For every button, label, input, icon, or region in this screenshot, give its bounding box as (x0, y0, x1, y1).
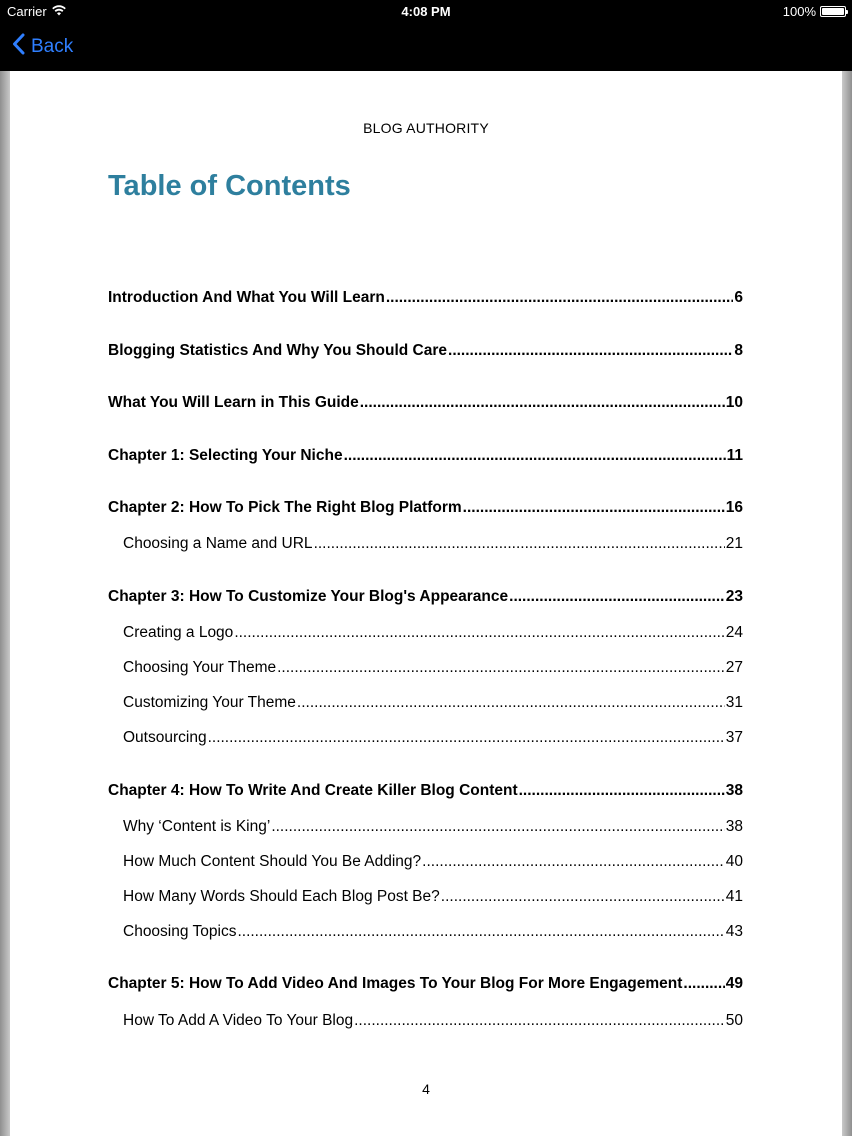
battery-icon (820, 6, 846, 17)
toc-entry-page: 24 (725, 624, 743, 641)
toc-section-entry[interactable] (108, 888, 743, 910)
toc-dot-leader (234, 624, 724, 642)
back-label: Back (31, 36, 74, 57)
toc-section-entry[interactable] (108, 923, 743, 945)
toc-entry-label: Choosing Topics (123, 923, 237, 940)
carrier-label: Carrier (7, 4, 47, 19)
toc-entry-page: 6 (734, 289, 743, 306)
toc-entry-label: How Much Content Should You Be Adding? (123, 853, 422, 870)
toc-dot-leader (448, 342, 733, 360)
toc-section-entry[interactable] (108, 624, 743, 646)
page-title: Table of Contents (108, 170, 351, 202)
toc-chapter-entry[interactable] (108, 499, 743, 521)
toc-section-entry[interactable] (108, 729, 743, 751)
toc-entry-label: Choosing Your Theme (123, 659, 277, 676)
page-number: 4 (422, 1081, 430, 1097)
toc-section-entry[interactable] (108, 694, 743, 716)
toc-dot-leader (297, 694, 725, 712)
toc-chapter-entry[interactable] (108, 588, 743, 610)
toc-entry-label: Chapter 3: How To Customize Your Blog's Appearance (108, 588, 509, 605)
back-button[interactable] (12, 33, 73, 61)
toc-entry-label: Chapter 1: Selecting Your Niche (108, 447, 343, 464)
toc-entry-label: Chapter 4: How To Write And Create Killer Blog Content (108, 782, 518, 799)
toc-section-entry[interactable] (108, 853, 743, 875)
toc-entry-label: Introduction And What You Will Learn (108, 289, 385, 306)
toc-entry-label: What You Will Learn in This Guide (108, 394, 359, 411)
toc-section-entry[interactable] (108, 1012, 743, 1034)
toc-entry-page: 23 (725, 588, 743, 605)
toc-entry-page: 11 (726, 447, 743, 464)
toc-dot-leader (237, 923, 724, 941)
toc-section-entry[interactable] (108, 659, 743, 681)
toc-chapter-entry[interactable] (108, 782, 743, 804)
toc-entry-label: How Many Words Should Each Blog Post Be? (123, 888, 440, 905)
toc-dot-leader (422, 853, 725, 871)
toc-dot-leader (509, 588, 725, 606)
toc-entry-label: Customizing Your Theme (123, 694, 296, 711)
toc-entry-page: 31 (725, 694, 743, 711)
toc-entry-page: 10 (725, 394, 743, 411)
page-edge-right (842, 71, 852, 1136)
page-edge-left (0, 71, 10, 1136)
toc-dot-leader (354, 1012, 725, 1030)
toc-dot-leader (314, 535, 725, 553)
toc-entry-label: Chapter 5: How To Add Video And Images To Your Blog For More Engagement (108, 975, 683, 992)
toc-entry-label: Outsourcing (123, 729, 207, 746)
toc-dot-leader (208, 729, 725, 747)
toc-entry-page: 41 (725, 888, 743, 905)
running-header: BLOG AUTHORITY (363, 120, 489, 136)
toc-chapter-entry[interactable] (108, 447, 743, 469)
status-bar (0, 0, 852, 24)
toc-dot-leader (683, 975, 724, 993)
toc-section-entry[interactable] (108, 818, 743, 840)
toc-entry-label: Blogging Statistics And Why You Should Care (108, 342, 448, 359)
toc-entry-label: Choosing a Name and URL (123, 535, 313, 552)
toc-chapter-entry[interactable] (108, 394, 743, 416)
toc-dot-leader (277, 659, 725, 677)
toc-entry-page: 38 (725, 818, 743, 835)
toc-entry-label: How To Add A Video To Your Blog (123, 1012, 354, 1029)
clock: 4:08 PM (401, 4, 451, 19)
toc-entry-page: 49 (725, 975, 743, 992)
battery-indicator (783, 4, 846, 19)
toc-entry-page: 40 (725, 853, 743, 870)
toc-entry-label: Chapter 2: How To Pick The Right Blog Platform (108, 499, 462, 516)
toc-entry-page: 38 (725, 782, 743, 799)
toc-entry-label: Creating a Logo (123, 624, 234, 641)
toc-entry-page: 43 (725, 923, 743, 940)
navigation-bar (0, 24, 852, 71)
chevron-left-icon (12, 33, 25, 61)
toc-entry-page: 50 (725, 1012, 743, 1029)
toc-chapter-entry[interactable] (108, 289, 743, 311)
toc-chapter-entry[interactable] (108, 975, 743, 997)
toc-entry-page: 21 (725, 535, 743, 552)
toc-chapter-entry[interactable] (108, 342, 743, 364)
toc-entry-page: 37 (725, 729, 743, 746)
toc-entry-page: 27 (725, 659, 743, 676)
toc-dot-leader (344, 447, 726, 465)
toc-dot-leader (519, 782, 725, 800)
toc-dot-leader (463, 499, 725, 517)
toc-entry-label: Why ‘Content is King’ (123, 818, 271, 835)
toc-dot-leader (441, 888, 725, 906)
toc-section-entry[interactable] (108, 535, 743, 557)
battery-percent: 100% (782, 4, 816, 19)
toc-dot-leader (386, 289, 734, 307)
document-page[interactable] (10, 71, 842, 1136)
toc-entry-page: 16 (725, 499, 743, 516)
toc-dot-leader (271, 818, 724, 836)
toc-entry-page: 8 (734, 342, 743, 359)
toc-dot-leader (360, 394, 725, 412)
